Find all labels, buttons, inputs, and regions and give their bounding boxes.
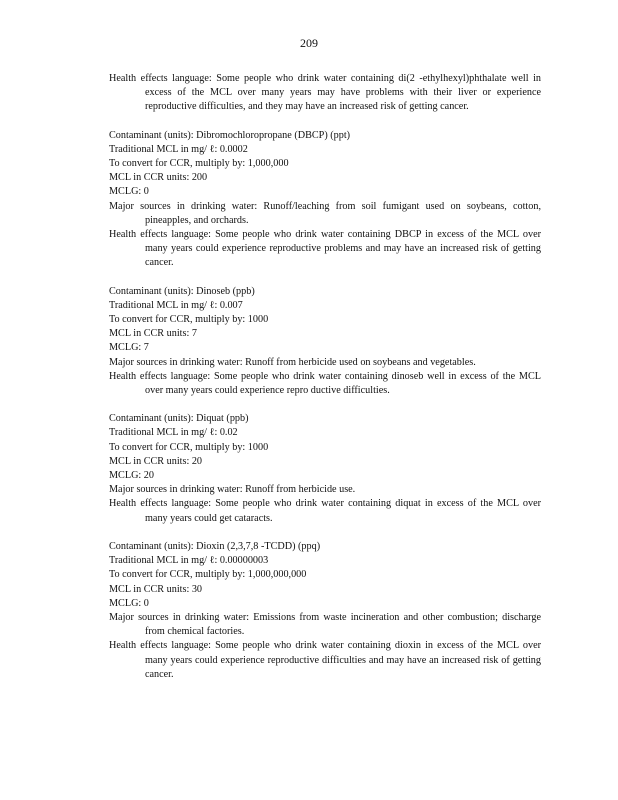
page-number: 209 [300,36,318,50]
section-dbcp [109,129,541,271]
health-effects-line: Health effects language: Some people who drink water containing diquat in excess of the MCL over many years could get cataracts. [109,498,541,524]
major-sources-line: Major sources in drinking water: Emissions from waste incineration and other combustion; discharge from chemical factories. [109,611,541,638]
mcl-ccr-line: MCL in CCR units: 7 [109,328,197,340]
convert-line: To convert for CCR, multiply by: 1000 [109,314,269,326]
document-body [109,72,541,696]
contaminant-line: Contaminant (units): Dinoseb (ppb) [109,285,255,297]
health-effects-line: Health effects language: Some people who drink water containing di(2 -ethylhexyl)phthalate well in excess of the MCL over many years may have problems with their liver or experience reproductive difficulties, and they may have an increased risk of getting cancer. [109,73,541,113]
health-effects-line: Health effects language: Some people who drink water containing DBCP in excess of the MCL over many years could experience reproductive problems and may have an increased risk of getting cancer. [109,229,541,269]
mcl-ccr-line: MCL in CCR units: 30 [109,583,203,595]
mclg-line: MCLG: 7 [109,342,149,354]
convert-line: To convert for CCR, multiply by: 1,000,000 [109,158,289,170]
health-effects-line: Health effects language: Some people who drink water containing dioxin in excess of the MCL over many years could experience reproductive difficulties and may have an increased risk of getting cancer. [109,640,541,680]
contaminant-line: Contaminant (units): Dibromochloropropane (DBCP) (ppt) [109,129,351,141]
major-sources-line: Major sources in drinking water: Runoff from herbicide use. [109,484,356,496]
convert-line: To convert for CCR, multiply by: 1,000,000,000 [109,569,307,581]
health-effects-line: Health effects language: Some people who drink water containing dinoseb well in excess of the MCL over many years could experience repro ductive difficulties. [109,370,541,397]
major-sources-line: Major sources in drinking water: Runoff/leaching from soil fumigant used on soybeans, cotton, pineapples, and orchards. [109,200,541,226]
traditional-mcl-line: Traditional MCL in mg/ ℓ: 0.00000003 [109,555,269,567]
traditional-mcl-line: Traditional MCL in mg/ ℓ: 0.007 [109,299,243,311]
section-dioxin [109,540,541,682]
mclg-line: MCLG: 0 [109,186,149,198]
major-sources-line: Major sources in drinking water: Runoff from herbicide used on soybeans and vegetables. [109,356,476,368]
traditional-mcl-line: Traditional MCL in mg/ ℓ: 0.02 [109,427,238,439]
mcl-ccr-line: MCL in CCR units: 20 [109,455,203,467]
mclg-line: MCLG: 0 [109,597,149,609]
mcl-ccr-line: MCL in CCR units: 200 [109,172,208,184]
section-dinoseb [109,285,541,399]
section-diquat [109,412,541,526]
traditional-mcl-line: Traditional MCL in mg/ ℓ: 0.0002 [109,143,248,155]
section-dehp [109,72,541,115]
mclg-line: MCLG: 20 [109,470,154,482]
contaminant-line: Contaminant (units): Dioxin (2,3,7,8 -TCDD) (ppq) [109,540,321,552]
convert-line: To convert for CCR, multiply by: 1000 [109,441,269,453]
contaminant-line: Contaminant (units): Diquat (ppb) [109,413,249,425]
